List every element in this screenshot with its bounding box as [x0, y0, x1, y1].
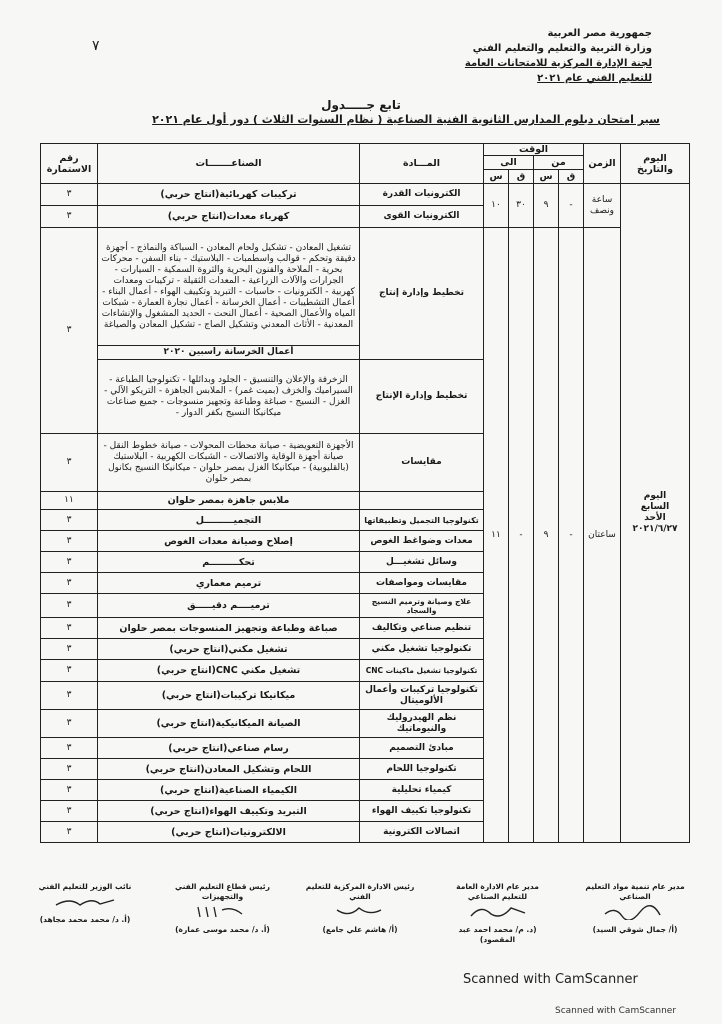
header-form-number: رقم الاستمارة [41, 144, 98, 184]
org-line: للتعليم الفني عام ٢٠٢١ [537, 73, 652, 84]
session1-to-q: ٣٠ [509, 184, 534, 228]
subject-cell: تنظيم صناعي وتكاليف [360, 618, 484, 639]
crafts-cell: الالكترونيات(انتاج حربي) [98, 822, 360, 843]
form-number-cell: ٣ [41, 660, 98, 682]
form-number-cell: ١١ [41, 492, 98, 510]
subject-cell: تكنولوجيا اللحام [360, 759, 484, 780]
form-number-cell: ٣ [41, 510, 98, 531]
header-day-date: اليوم والتاريخ [621, 144, 690, 184]
table-row [41, 184, 690, 206]
exam-date: ٢٠٢١/٦/٢٧ [632, 524, 678, 534]
session2-to-s: ١١ [484, 228, 509, 843]
crafts-cell: الأجهزة التعويضية - صيانة محطات المحولات - صيانة خطوط النقل - صيانة أجهزة الوقاية والاتصالات - الشبكات الكهربية - البلاستيك (بالقليوبية) - ميكانيكا الغزل بمصر حلوان - ميكانيكا النسيج بكانول بمصر حلوان [98, 434, 360, 492]
crafts-cell: الكيمياء الصناعية(انتاج حربي) [98, 780, 360, 801]
form-number-cell: ٣ [41, 801, 98, 822]
signature-title: مدير عام الادارة العامة للتعليم الصناعي [456, 882, 539, 901]
exam-schedule-title: سير امتحان دبلوم المدارس الثانوية الفنية الصناعية ( نظام السنوات الثلاث ) دور أول عام ٢٠٢١ [152, 113, 660, 126]
signature-name: (أ. د/ محمد محمد مجاهد) [39, 915, 131, 924]
crafts-cell: ترميم معماري [98, 573, 360, 594]
signature [443, 882, 553, 945]
org-line: وزارة التربية والتعليم والتعليم الفني [472, 43, 652, 54]
crafts-cell: التبريد وتكييف الهواء(انتاج حربي) [98, 801, 360, 822]
header-to: الى [484, 156, 534, 170]
form-number-cell: ٣ [41, 184, 98, 206]
crafts-cell: الزخرفة والإعلان والتنسيق - الجلود وبدائلها - تكنولوجيا الطباعة - السيراميك والخزف (بميت غمر) - الملابس الجاهزة - التريكو الآلي - الغزل - النسيج - صباغة وطباعة وتجهيز منسوجات - جميع صناعات ميكانيكا النسيج بكفر الدوار - [98, 360, 360, 434]
crafts-cell: تشغيل المعادن - تشكيل ولحام المعادن - السباكة والنماذج - أجهزة دقيقة وتحكم - قوالب واسطمبات - البلاستيك - بناء السفن - محركات بحرية - الملاحة والفنون البحرية والثروة السمكية - السيارات - الجرارات والآلات الزراعية - المعدات الثقيلة - تركيبات ومعدات كهربية - الكترونيات - حاسبات - التبريد وتكييف الهواء - أعمال البناء - أعمال التشطيبات - أعمال الخرسانة - أعمال نجارة العمارة - شبكات المياه والأعمال الصحية - أعمال النحت - الحديد المشغول والإنشاءات المعدنية - الأثاث المعدني وتشكيل الصاج - تشكيل المعادن والصياغة [98, 228, 360, 346]
header-from-s: س [534, 170, 559, 184]
signature [168, 882, 278, 945]
signature-name: (أ/ جمال شوقي السيد) [592, 925, 678, 934]
subject-cell: الكترونيات القدرة [360, 184, 484, 206]
table-row [41, 228, 690, 346]
page-number: ٧ [92, 38, 100, 54]
form-number-cell: ٣ [41, 822, 98, 843]
crafts-cell: ميكانيكا تركيبات(انتاج حربي) [98, 682, 360, 710]
session1-from-q: - [559, 184, 584, 228]
day-name: الأحد [644, 513, 666, 523]
form-number-cell: ٣ [41, 780, 98, 801]
session1-duration: ساعة ونصف [584, 184, 621, 228]
scanner-watermark-small: Scanned with CamScanner [555, 1006, 677, 1016]
handwritten-signature-icon [50, 894, 120, 910]
signature-name: (أ. د/ محمد موسى عمارة) [175, 925, 270, 934]
crafts-cell: صباغة وطباعة وتجهيز المنسوجات بمصر حلوان [98, 618, 360, 639]
signature-name: (أ/ هاشم علي جامع) [322, 925, 398, 934]
subject-cell: كيمياء تحليلية [360, 780, 484, 801]
signature [30, 882, 140, 945]
form-number-cell: ٣ [41, 228, 98, 434]
subject-cell: نظم الهيدروليك والنيوماتيك [360, 710, 484, 738]
handwritten-signature-icon [600, 904, 670, 920]
org-line: لجنة الإدارة المركزية للامتحانات العامة [464, 58, 652, 69]
crafts-cell: إصلاح وصيانة معدات الغوص [98, 531, 360, 552]
signature-title: نائب الوزير للتعليم الفني [38, 882, 132, 891]
form-number-cell: ٣ [41, 618, 98, 639]
crafts-cell: ترميــــم دقيـــــق [98, 594, 360, 618]
subject-cell: مقايسات ومواصفات [360, 573, 484, 594]
header-from: من [534, 156, 584, 170]
crafts-cell: الصيانة الميكانيكية(انتاج حربي) [98, 710, 360, 738]
subject-cell: الكترونيات القوى [360, 206, 484, 228]
organization-header [392, 26, 652, 86]
signature-title: رئيس الادارة المركزية للتعليم الفني [305, 882, 415, 901]
org-line: جمهورية مصر العربية [547, 28, 652, 39]
form-number-cell: ٣ [41, 434, 98, 492]
form-number-cell: ٣ [41, 738, 98, 759]
day-ordinal: السابع [640, 502, 670, 512]
subject-cell [360, 492, 484, 510]
header-subject: المـــادة [360, 144, 484, 184]
subject-cell: مقايسات [360, 434, 484, 492]
crafts-cell: أعمال الخرسانة راسبين ٢٠٢٠ [98, 346, 360, 360]
subject-cell: تخطيط وإدارة الإنتاج [360, 360, 484, 434]
subject-cell: تكنولوجيا تكييف الهواء [360, 801, 484, 822]
form-number-cell: ٣ [41, 710, 98, 738]
signature [305, 882, 415, 945]
handwritten-signature-icon [188, 904, 258, 920]
handwritten-signature-icon [463, 904, 533, 920]
day-label: اليوم [643, 491, 667, 501]
crafts-cell: رسام صناعي(انتاج حربي) [98, 738, 360, 759]
form-number-cell: ٣ [41, 573, 98, 594]
scanner-watermark: Scanned with CamScanner [463, 972, 638, 987]
subject-cell: اتصالات الكترونية [360, 822, 484, 843]
session2-from-q: - [559, 228, 584, 843]
crafts-cell: تحكـــــــــم [98, 552, 360, 573]
header-time: الوقت [484, 144, 584, 156]
signatures-block [30, 882, 690, 945]
header-to-q: ق [509, 170, 534, 184]
table-continuation-title: تابع جـــــدول [321, 98, 401, 112]
signature-name: (د. م/ محمد احمد عبد المقصود) [458, 925, 537, 944]
session1-from-s: ٩ [534, 184, 559, 228]
signature-title: رئيس قطاع التعليم الفني والتجهيزات [175, 882, 270, 901]
header-to-s: س [484, 170, 509, 184]
session2-duration: ساعتان [584, 228, 621, 843]
crafts-cell: تركيبات كهربائية(انتاج حربي) [98, 184, 360, 206]
day-date-cell [621, 184, 690, 843]
form-number-cell: ٣ [41, 682, 98, 710]
crafts-cell: كهرباء معدات(انتاج حربي) [98, 206, 360, 228]
crafts-cell: تشغيل مكني CNC(انتاج حربي) [98, 660, 360, 682]
subject-cell: تكنولوجيا التجميل وتطبيقاتها [360, 510, 484, 531]
subject-cell: علاج وصيانة وترميم النسيج والسجاد [360, 594, 484, 618]
session2-from-s: ٩ [534, 228, 559, 843]
signature-title: مدير عام تنمية مواد التعليم الصناعي [585, 882, 685, 901]
header-duration: الزمن [584, 144, 621, 184]
subject-cell: وسائل تشغيـــل [360, 552, 484, 573]
crafts-cell: ملابس جاهزة بمصر حلوان [98, 492, 360, 510]
header-crafts: الصناعـــــــات [98, 144, 360, 184]
session1-to-s: ١٠ [484, 184, 509, 228]
form-number-cell: ٣ [41, 531, 98, 552]
subject-cell: معدات وضواغط الغوص [360, 531, 484, 552]
header-from-q: ق [559, 170, 584, 184]
crafts-cell: اللحام وتشكيل المعادن(انتاج حربي) [98, 759, 360, 780]
handwritten-signature-icon [325, 904, 395, 920]
form-number-cell: ٣ [41, 594, 98, 618]
form-number-cell: ٣ [41, 759, 98, 780]
crafts-cell: تشغيل مكني(انتاج حربي) [98, 639, 360, 660]
exam-schedule-table [40, 143, 690, 843]
subject-cell: تكنولوجيا تشغيل مكني [360, 639, 484, 660]
crafts-cell: التجميـــــــــل [98, 510, 360, 531]
subject-cell: مبادئ التصميم [360, 738, 484, 759]
signature [580, 882, 690, 945]
session2-to-q: - [509, 228, 534, 843]
form-number-cell: ٣ [41, 552, 98, 573]
subject-cell: تكنولوجيا تشغيل ماكينات CNC [360, 660, 484, 682]
subject-cell: تخطيط وإدارة إنتاج [360, 228, 484, 360]
form-number-cell: ٣ [41, 206, 98, 228]
form-number-cell: ٣ [41, 639, 98, 660]
subject-cell: تكنولوجيا تركيبات وأعمال الألوميتال [360, 682, 484, 710]
